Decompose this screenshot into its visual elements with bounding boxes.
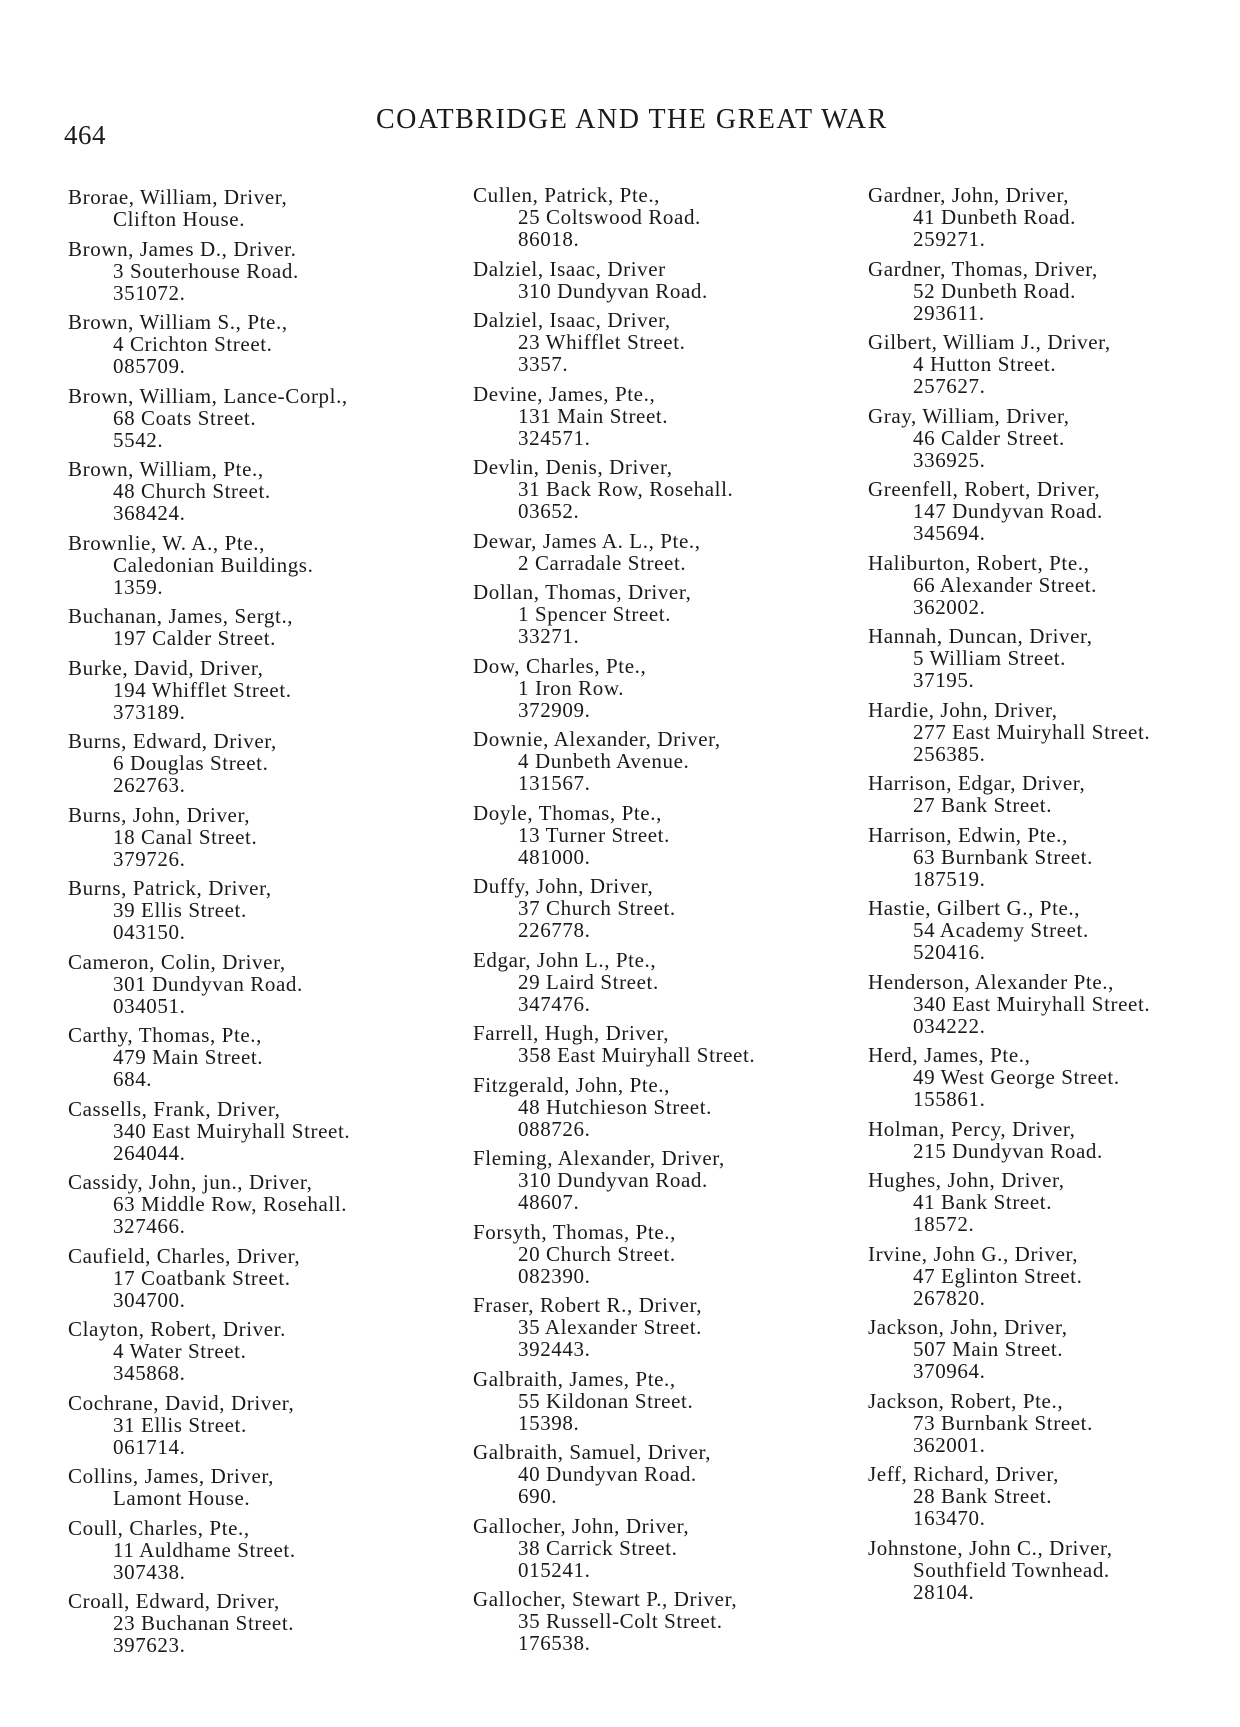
entry-name-rank: Coull, Charles, Pte.,: [68, 1515, 250, 1540]
entry-address: 17 Coatbank Street.: [113, 1265, 291, 1290]
entry-service-number: 061714.: [113, 1434, 186, 1459]
entry-service-number: 327466.: [113, 1214, 186, 1238]
entry-name-rank: Caufield, Charles, Driver,: [68, 1243, 301, 1268]
roll-entry: [473, 728, 848, 794]
entry-service-number: 18572.: [913, 1212, 975, 1236]
entry-address: 68 Coats Street.: [113, 405, 257, 430]
roll-column-1: [68, 186, 448, 1664]
entry-service-number: 176538.: [518, 1631, 591, 1655]
entry-address: Lamont House.: [113, 1486, 251, 1510]
entry-name-rank: Dalziel, Isaac, Driver,: [473, 308, 671, 332]
roll-entry: [868, 478, 1238, 544]
roll-entry: [473, 1221, 848, 1287]
entry-address: 277 East Muiryhall Street.: [913, 719, 1151, 744]
entry-name-rank: Carthy, Thomas, Pte.,: [68, 1023, 263, 1047]
entry-name-rank: Cassells, Frank, Driver,: [68, 1096, 281, 1121]
entry-address: 1 Iron Row.: [518, 675, 625, 700]
roll-column-2: [473, 184, 848, 1662]
entry-name-rank: Dalziel, Isaac, Driver: [473, 256, 666, 281]
entry-service-number: 370964.: [913, 1359, 986, 1383]
entry-service-number: 86018.: [518, 227, 580, 251]
entry-address: 479 Main Street.: [113, 1045, 264, 1069]
entry-service-number: 28104.: [913, 1579, 975, 1604]
entry-name-rank: Doyle, Thomas, Pte.,: [473, 800, 662, 825]
entry-service-number: 034222.: [913, 1013, 986, 1038]
entry-name-rank: Gardner, Thomas, Driver,: [868, 256, 1098, 281]
entry-service-number: 33271.: [518, 624, 580, 648]
entry-address: 4 Hutton Street.: [913, 352, 1057, 376]
entry-name-rank: Farrell, Hugh, Driver,: [473, 1021, 670, 1045]
entry-address: 340 East Muiryhall Street.: [113, 1118, 351, 1143]
entry-service-number: 259271.: [913, 227, 986, 251]
entry-service-number: 1359.: [113, 574, 164, 599]
entry-address: 131 Main Street.: [518, 403, 669, 428]
entry-address: Southfield Townhead.: [913, 1557, 1110, 1582]
entry-service-number: 155861.: [913, 1087, 986, 1111]
entry-address: 11 Auldhame Street.: [113, 1537, 296, 1562]
entry-service-number: 345868.: [113, 1361, 186, 1385]
entry-service-number: 5542.: [113, 427, 164, 452]
entry-service-number: 293611.: [913, 300, 985, 325]
roll-entry: [473, 1294, 848, 1360]
entry-address: 63 Burnbank Street.: [913, 844, 1093, 869]
page-number: 464: [64, 120, 106, 150]
roll-entry: [68, 1465, 448, 1509]
entry-address: 6 Douglas Street.: [113, 751, 269, 775]
entry-service-number: 373189.: [113, 699, 186, 724]
entry-address: 73 Burnbank Street.: [913, 1410, 1093, 1435]
roll-entry: [68, 1098, 448, 1164]
entry-name-rank: Gilbert, William J., Driver,: [868, 330, 1111, 354]
roll-entry: [473, 802, 848, 868]
roll-entry: [473, 655, 848, 721]
entry-service-number: 085709.: [113, 354, 186, 378]
roll-entry: [68, 1517, 448, 1583]
entry-address: 2 Carradale Street.: [518, 550, 687, 575]
entry-service-number: 034051.: [113, 993, 186, 1018]
entry-name-rank: Cameron, Colin, Driver,: [68, 949, 286, 974]
entry-name-rank: Croall, Edward, Driver,: [68, 1589, 280, 1613]
entry-name-rank: Jackson, Robert, Pte.,: [868, 1388, 1064, 1413]
entry-service-number: 336925.: [913, 447, 986, 472]
roll-entry: [473, 875, 848, 941]
roll-entry: [473, 581, 848, 647]
entry-service-number: 368424.: [113, 501, 186, 525]
entry-service-number: 690.: [518, 1484, 558, 1508]
entry-service-number: 345694.: [913, 521, 986, 545]
entry-address: 48 Hutchieson Street.: [518, 1094, 712, 1119]
entry-name-rank: Hughes, John, Driver,: [868, 1168, 1065, 1192]
entry-name-rank: Brown, James D., Driver.: [68, 236, 297, 261]
entry-address: 39 Ellis Street.: [113, 898, 247, 922]
roll-entry: [868, 1390, 1238, 1456]
entry-address: 4 Water Street.: [113, 1339, 247, 1363]
roll-entry: [68, 238, 448, 304]
entry-name-rank: Burns, John, Driver,: [68, 802, 251, 827]
entry-address: 197 Calder Street.: [113, 626, 277, 650]
entry-service-number: 043150.: [113, 920, 186, 944]
entry-service-number: 131567.: [518, 771, 591, 795]
roll-column-3: [868, 184, 1238, 1610]
entry-address: 37 Church Street.: [518, 896, 676, 920]
entry-name-rank: Gallocher, Stewart P., Driver,: [473, 1587, 738, 1611]
entry-service-number: 226778.: [518, 918, 591, 942]
entry-name-rank: Johnstone, John C., Driver,: [868, 1535, 1113, 1560]
roll-entry: [68, 311, 448, 377]
entry-name-rank: Harrison, Edwin, Pte.,: [868, 822, 1068, 847]
entry-address: 20 Church Street.: [518, 1241, 676, 1266]
roll-entry: [868, 331, 1238, 397]
entry-name-rank: Hardie, John, Driver,: [868, 697, 1058, 722]
entry-name-rank: Herd, James, Pte.,: [868, 1043, 1031, 1067]
roll-entry: [68, 804, 448, 870]
entry-service-number: 481000.: [518, 844, 591, 869]
entry-address: 48 Church Street.: [113, 479, 271, 503]
roll-entry: [868, 1118, 1238, 1162]
entry-name-rank: Irvine, John G., Driver,: [868, 1241, 1079, 1266]
entry-service-number: 48607.: [518, 1190, 580, 1214]
entry-service-number: 163470.: [913, 1506, 986, 1530]
roll-entry: [473, 309, 848, 375]
entry-name-rank: Brown, William, Pte.,: [68, 457, 264, 481]
entry-address: 54 Academy Street.: [913, 918, 1089, 942]
entry-name-rank: Fitzgerald, John, Pte.,: [473, 1072, 670, 1097]
entry-address: 52 Dunbeth Road.: [913, 278, 1076, 303]
entry-address: 5 William Street.: [913, 646, 1067, 670]
entry-address: 28 Bank Street.: [913, 1484, 1053, 1508]
entry-service-number: 397623.: [113, 1633, 186, 1657]
entry-name-rank: Brown, William, Lance-Corpl.,: [68, 383, 348, 408]
entry-service-number: 3357.: [518, 352, 569, 376]
roll-entry: [868, 1044, 1238, 1110]
entry-name-rank: Brownlie, W. A., Pte.,: [68, 530, 265, 555]
entry-address: 301 Dundyvan Road.: [113, 971, 303, 996]
entry-name-rank: Brown, William S., Pte.,: [68, 310, 288, 334]
entry-service-number: 347476.: [518, 991, 591, 1016]
entry-address: 40 Dundyvan Road.: [518, 1462, 697, 1486]
roll-entry: [868, 699, 1238, 765]
entry-service-number: 187519.: [913, 866, 986, 891]
roll-entry: [868, 1169, 1238, 1235]
entry-name-rank: Cassidy, John, jun., Driver,: [68, 1170, 313, 1194]
entry-name-rank: Fleming, Alexander, Driver,: [473, 1146, 725, 1170]
roll-entry: [868, 897, 1238, 963]
entry-service-number: 267820.: [913, 1285, 986, 1310]
roll-entry: [68, 1590, 448, 1656]
entry-service-number: 392443.: [518, 1337, 591, 1361]
roll-entry: [68, 1245, 448, 1311]
entry-name-rank: Greenfell, Robert, Driver,: [868, 477, 1101, 501]
roll-entry: [68, 1024, 448, 1090]
roll-entry: [868, 1537, 1238, 1603]
roll-entry: [68, 1171, 448, 1237]
roll-entry: [68, 385, 448, 451]
entry-service-number: 304700.: [113, 1287, 186, 1312]
entry-name-rank: Galbraith, Samuel, Driver,: [473, 1440, 712, 1464]
entry-name-rank: Buchanan, James, Sergt.,: [68, 604, 294, 628]
entry-name-rank: Cochrane, David, Driver,: [68, 1390, 295, 1415]
entry-address: 31 Ellis Street.: [113, 1412, 247, 1437]
roll-entry: [68, 1318, 448, 1384]
roll-entry: [473, 258, 848, 302]
roll-entry: [868, 1243, 1238, 1309]
entry-service-number: 082390.: [518, 1263, 591, 1288]
entry-address: 63 Middle Row, Rosehall.: [113, 1192, 348, 1216]
entry-address: 35 Alexander Street.: [518, 1315, 703, 1339]
entry-address: Caledonian Buildings.: [113, 552, 314, 577]
entry-name-rank: Burns, Patrick, Driver,: [68, 876, 272, 900]
entry-name-rank: Edgar, John L., Pte.,: [473, 947, 657, 972]
roll-entry: [868, 824, 1238, 890]
entry-name-rank: Jackson, John, Driver,: [868, 1315, 1068, 1339]
entry-service-number: 307438.: [113, 1559, 186, 1584]
entry-address: 41 Bank Street.: [913, 1190, 1053, 1214]
entry-name-rank: Dow, Charles, Pte.,: [473, 653, 647, 678]
roll-entry: [68, 186, 448, 230]
entry-address: 358 East Muiryhall Street.: [518, 1043, 756, 1067]
roll-entry: [473, 949, 848, 1015]
entry-service-number: 37195.: [913, 668, 975, 692]
entry-address: 1 Spencer Street.: [518, 602, 672, 626]
entry-address: 49 West George Street.: [913, 1065, 1120, 1089]
entry-service-number: 015241.: [518, 1557, 591, 1582]
entry-name-rank: Harrison, Edgar, Driver,: [868, 771, 1086, 795]
entry-service-number: 262763.: [113, 773, 186, 797]
entry-name-rank: Clayton, Robert, Driver.: [68, 1317, 286, 1341]
entry-name-rank: Duffy, John, Driver,: [473, 874, 654, 898]
roll-entry: [473, 1022, 848, 1066]
entry-address: 23 Buchanan Street.: [113, 1611, 295, 1635]
roll-entry: [68, 605, 448, 649]
entry-address: 310 Dundyvan Road.: [518, 1168, 708, 1192]
entry-name-rank: Collins, James, Driver,: [68, 1464, 275, 1488]
entry-address: 31 Back Row, Rosehall.: [518, 477, 734, 501]
roll-entry: [473, 530, 848, 574]
entry-service-number: 684.: [113, 1067, 153, 1091]
entry-address: 215 Dundyvan Road.: [913, 1138, 1103, 1163]
roll-entry: [868, 1463, 1238, 1529]
entry-name-rank: Burke, David, Driver,: [68, 655, 264, 680]
entry-name-rank: Forsyth, Thomas, Pte.,: [473, 1219, 676, 1244]
entry-service-number: 379726.: [113, 846, 186, 871]
roll-entry: [68, 730, 448, 796]
entry-name-rank: Hastie, Gilbert G., Pte.,: [868, 896, 1081, 920]
entry-address: 38 Carrick Street.: [518, 1535, 678, 1560]
roll-entry: [868, 405, 1238, 471]
entry-service-number: 257627.: [913, 374, 986, 398]
entry-name-rank: Dewar, James A. L., Pte.,: [473, 528, 701, 553]
entry-name-rank: Brorae, William, Driver,: [68, 185, 288, 209]
roll-entry: [868, 184, 1238, 250]
entry-address: 340 East Muiryhall Street.: [913, 991, 1151, 1016]
roll-entry: [68, 532, 448, 598]
entry-address: 46 Calder Street.: [913, 425, 1065, 450]
entry-name-rank: Haliburton, Robert, Pte.,: [868, 550, 1090, 575]
roll-entry: [473, 1515, 848, 1581]
entry-name-rank: Gallocher, John, Driver,: [473, 1513, 690, 1538]
entry-address: 27 Bank Street.: [913, 793, 1053, 817]
roll-entry: [868, 552, 1238, 618]
roll-entry: [473, 1588, 848, 1654]
running-title: COATBRIDGE AND THE GREAT WAR: [376, 104, 888, 135]
entry-name-rank: Henderson, Alexander Pte.,: [868, 969, 1114, 994]
entry-name-rank: Galbraith, James, Pte.,: [473, 1366, 676, 1391]
entry-address: 29 Laird Street.: [518, 969, 659, 994]
entry-name-rank: Dollan, Thomas, Driver,: [473, 580, 692, 604]
entry-name-rank: Cullen, Patrick, Pte.,: [473, 183, 661, 207]
entry-service-number: 088726.: [518, 1116, 591, 1141]
entry-service-number: 03652.: [518, 499, 580, 523]
entry-service-number: 351072.: [113, 280, 186, 305]
entry-address: 13 Turner Street.: [518, 822, 670, 847]
entry-name-rank: Holman, Percy, Driver,: [868, 1116, 1076, 1141]
roll-entry: [868, 258, 1238, 324]
entry-address: 3 Souterhouse Road.: [113, 258, 299, 283]
roll-entry: [868, 772, 1238, 816]
entry-service-number: 362002.: [913, 594, 986, 619]
entry-service-number: 15398.: [518, 1410, 580, 1435]
entry-address: 55 Kildonan Street.: [518, 1388, 694, 1413]
entry-service-number: 256385.: [913, 741, 986, 766]
entry-name-rank: Devine, James, Pte.,: [473, 381, 656, 406]
entry-address: 23 Whifflet Street.: [518, 330, 686, 354]
entry-name-rank: Gray, William, Driver,: [868, 403, 1070, 428]
entry-address: 66 Alexander Street.: [913, 572, 1098, 597]
entry-service-number: 520416.: [913, 940, 986, 964]
entry-name-rank: Hannah, Duncan, Driver,: [868, 624, 1093, 648]
roll-entry: [68, 657, 448, 723]
entry-address: 507 Main Street.: [913, 1337, 1064, 1361]
roll-entry: [473, 1441, 848, 1507]
entry-name-rank: Burns, Edward, Driver,: [68, 729, 277, 753]
roll-entry: [473, 383, 848, 449]
entry-name-rank: Jeff, Richard, Driver,: [868, 1462, 1059, 1486]
entry-address: 18 Canal Street.: [113, 824, 258, 849]
entry-address: 47 Eglinton Street.: [913, 1263, 1083, 1288]
roll-entry: [68, 458, 448, 524]
roll-entry: [868, 1316, 1238, 1382]
entry-service-number: 372909.: [518, 697, 591, 722]
roll-entry: [473, 456, 848, 522]
roll-entry: [473, 1074, 848, 1140]
entry-service-number: 264044.: [113, 1140, 186, 1165]
entry-address: 147 Dundyvan Road.: [913, 499, 1103, 523]
roll-entry: [68, 877, 448, 943]
entry-address: 4 Crichton Street.: [113, 332, 273, 356]
entry-name-rank: Gardner, John, Driver,: [868, 183, 1070, 207]
roll-entry: [68, 1392, 448, 1458]
roll-entry: [868, 971, 1238, 1037]
entry-name-rank: Fraser, Robert R., Driver,: [473, 1293, 703, 1317]
roll-entry: [473, 1368, 848, 1434]
entry-service-number: 362001.: [913, 1432, 986, 1457]
entry-name-rank: Downie, Alexander, Driver,: [473, 727, 721, 751]
entry-address: 25 Coltswood Road.: [518, 205, 701, 229]
roll-entry: [68, 951, 448, 1017]
entry-address: Clifton House.: [113, 207, 246, 231]
entry-address: 194 Whifflet Street.: [113, 677, 292, 702]
entry-name-rank: Devlin, Denis, Driver,: [473, 455, 673, 479]
entry-service-number: 324571.: [518, 425, 591, 450]
entry-address: 310 Dundyvan Road.: [518, 278, 708, 303]
roll-entry: [868, 625, 1238, 691]
roll-entry: [473, 184, 848, 250]
roll-entry: [473, 1147, 848, 1213]
entry-address: 35 Russell-Colt Street.: [518, 1609, 723, 1633]
entry-address: 41 Dunbeth Road.: [913, 205, 1076, 229]
entry-address: 4 Dunbeth Avenue.: [518, 749, 690, 773]
